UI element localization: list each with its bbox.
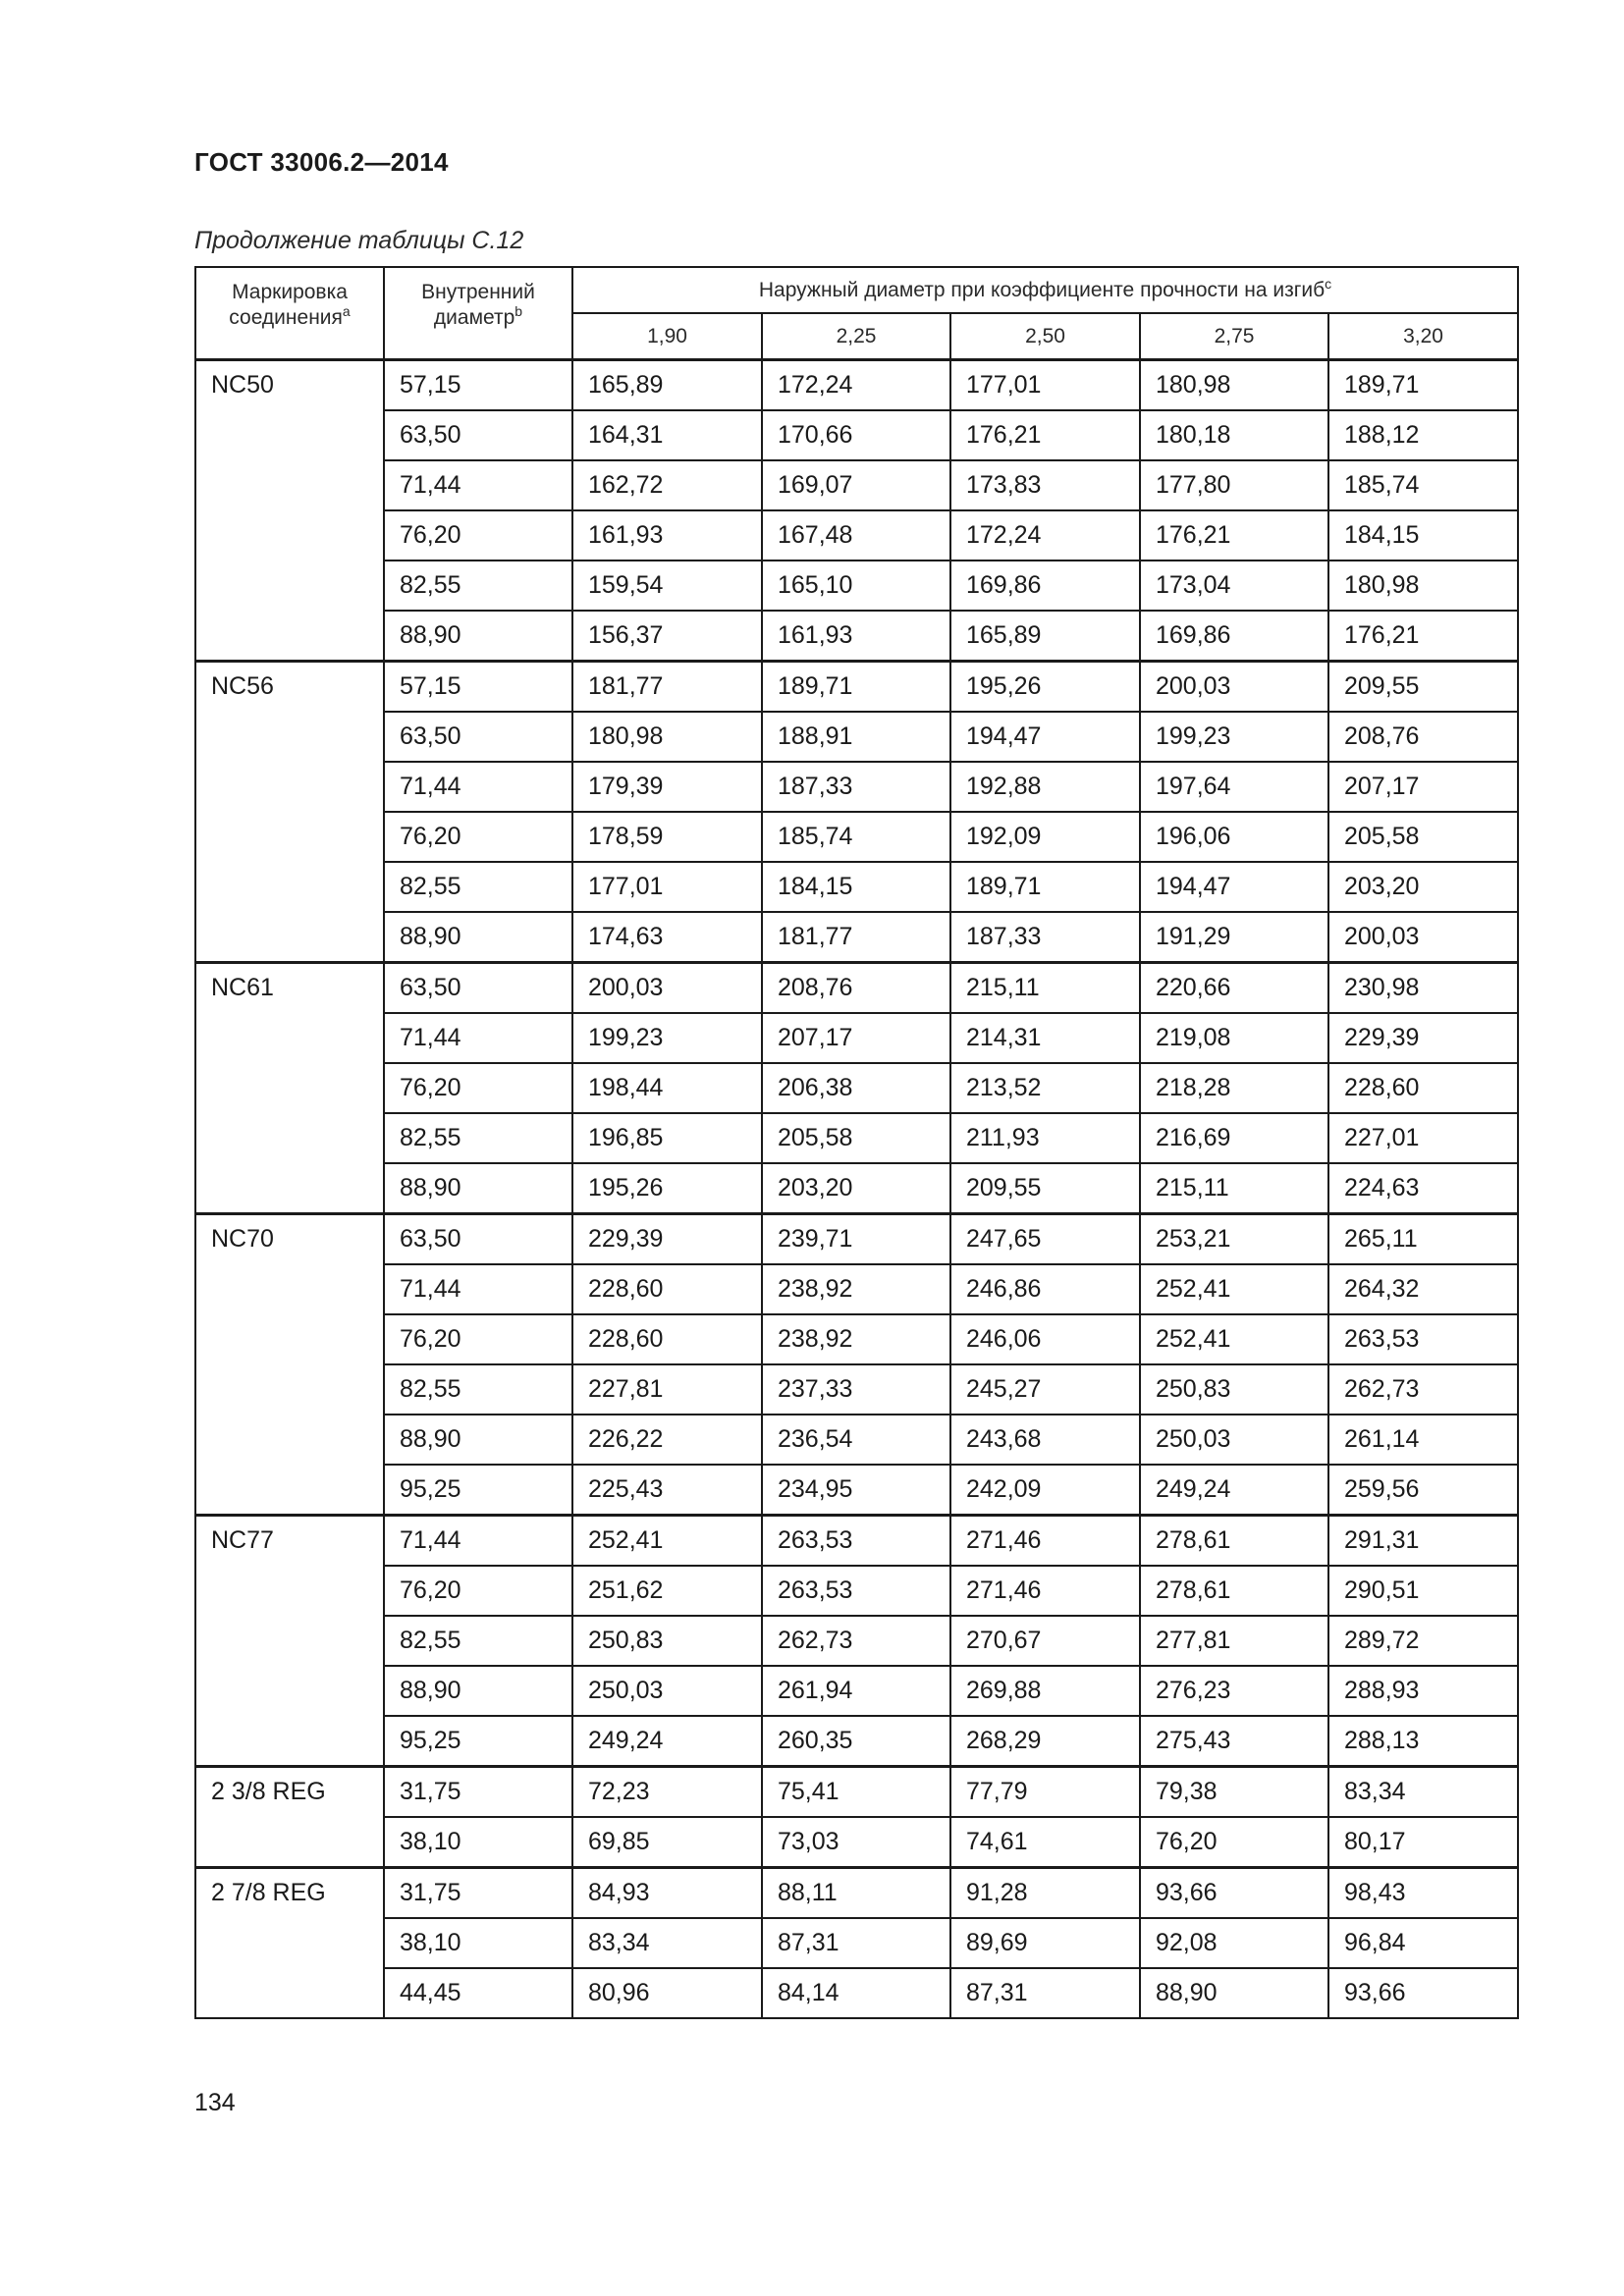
- outer-diameter-cell: 177,80: [1140, 460, 1328, 510]
- table-row: [195, 1415, 1518, 1465]
- outer-diameter-cell: 188,91: [762, 712, 950, 762]
- outer-diameter-cell: 165,10: [762, 561, 950, 611]
- connection-marking-cell: NC77: [195, 1516, 384, 1767]
- inner-diameter-cell: 63,50: [384, 410, 572, 460]
- outer-diameter-cell: 192,88: [950, 762, 1140, 812]
- outer-diameter-cell: 83,34: [572, 1918, 762, 1968]
- outer-diameter-cell: 261,94: [762, 1666, 950, 1716]
- table-row: [195, 1013, 1518, 1063]
- inner-diameter-cell: 82,55: [384, 1616, 572, 1666]
- outer-diameter-cell: 72,23: [572, 1767, 762, 1818]
- header-inner-diameter-label: Внутренний диаметр: [421, 281, 535, 329]
- outer-diameter-cell: 194,47: [950, 712, 1140, 762]
- outer-diameter-cell: 84,14: [762, 1968, 950, 2018]
- table-row: [195, 1516, 1518, 1567]
- outer-diameter-cell: 263,53: [1328, 1314, 1518, 1364]
- outer-diameter-cell: 219,08: [1140, 1013, 1328, 1063]
- outer-diameter-cell: 246,86: [950, 1264, 1140, 1314]
- connection-marking-cell: NC61: [195, 963, 384, 1214]
- table-row: [195, 561, 1518, 611]
- outer-diameter-cell: 200,03: [572, 963, 762, 1014]
- header-outer-diameter-label: Наружный диаметр при коэффициенте прочности на изгиб: [758, 278, 1326, 301]
- outer-diameter-cell: 161,93: [572, 510, 762, 561]
- outer-diameter-cell: 176,21: [1140, 510, 1328, 561]
- outer-diameter-cell: 169,07: [762, 460, 950, 510]
- outer-diameter-cell: 209,55: [1328, 662, 1518, 713]
- table-row: [195, 1113, 1518, 1163]
- table-row: [195, 912, 1518, 963]
- outer-diameter-cell: 177,01: [950, 360, 1140, 411]
- outer-diameter-cell: 252,41: [572, 1516, 762, 1567]
- outer-diameter-cell: 205,58: [1328, 812, 1518, 862]
- table-row: [195, 1817, 1518, 1868]
- table-row: [195, 963, 1518, 1014]
- outer-diameter-cell: 260,35: [762, 1716, 950, 1767]
- outer-diameter-cell: 249,24: [1140, 1465, 1328, 1516]
- outer-diameter-cell: 195,26: [572, 1163, 762, 1214]
- outer-diameter-cell: 189,71: [1328, 360, 1518, 411]
- outer-diameter-cell: 206,38: [762, 1063, 950, 1113]
- outer-diameter-cell: 218,28: [1140, 1063, 1328, 1113]
- inner-diameter-cell: 44,45: [384, 1968, 572, 2018]
- data-table: [194, 266, 1519, 2019]
- table-row: [195, 1314, 1518, 1364]
- outer-diameter-cell: 234,95: [762, 1465, 950, 1516]
- table-row: [195, 1868, 1518, 1919]
- outer-diameter-cell: 262,73: [762, 1616, 950, 1666]
- outer-diameter-cell: 291,31: [1328, 1516, 1518, 1567]
- outer-diameter-cell: 211,93: [950, 1113, 1140, 1163]
- table-row: [195, 611, 1518, 662]
- table-row: [195, 360, 1518, 411]
- outer-diameter-cell: 74,61: [950, 1817, 1140, 1868]
- footnote-b: b: [514, 303, 523, 319]
- table-row: [195, 1616, 1518, 1666]
- table-row: [195, 1264, 1518, 1314]
- outer-diameter-cell: 203,20: [762, 1163, 950, 1214]
- outer-diameter-cell: 169,86: [1140, 611, 1328, 662]
- outer-diameter-cell: 250,03: [1140, 1415, 1328, 1465]
- outer-diameter-cell: 289,72: [1328, 1616, 1518, 1666]
- header-coefficient: 2,75: [1140, 313, 1328, 360]
- outer-diameter-cell: 165,89: [950, 611, 1140, 662]
- outer-diameter-cell: 277,81: [1140, 1616, 1328, 1666]
- outer-diameter-cell: 200,03: [1328, 912, 1518, 963]
- outer-diameter-cell: 251,62: [572, 1566, 762, 1616]
- table-row: [195, 1918, 1518, 1968]
- outer-diameter-cell: 185,74: [762, 812, 950, 862]
- outer-diameter-cell: 187,33: [762, 762, 950, 812]
- outer-diameter-cell: 263,53: [762, 1566, 950, 1616]
- outer-diameter-cell: 159,54: [572, 561, 762, 611]
- outer-diameter-cell: 226,22: [572, 1415, 762, 1465]
- inner-diameter-cell: 57,15: [384, 662, 572, 713]
- table-row: [195, 1716, 1518, 1767]
- inner-diameter-cell: 38,10: [384, 1918, 572, 1968]
- outer-diameter-cell: 191,29: [1140, 912, 1328, 963]
- outer-diameter-cell: 268,29: [950, 1716, 1140, 1767]
- outer-diameter-cell: 79,38: [1140, 1767, 1328, 1818]
- outer-diameter-cell: 98,43: [1328, 1868, 1518, 1919]
- outer-diameter-cell: 288,13: [1328, 1716, 1518, 1767]
- outer-diameter-cell: 180,18: [1140, 410, 1328, 460]
- outer-diameter-cell: 263,53: [762, 1516, 950, 1567]
- outer-diameter-cell: 252,41: [1140, 1314, 1328, 1364]
- table-row: [195, 1968, 1518, 2018]
- outer-diameter-cell: 242,09: [950, 1465, 1140, 1516]
- outer-diameter-cell: 80,96: [572, 1968, 762, 2018]
- outer-diameter-cell: 250,83: [572, 1616, 762, 1666]
- header-coefficient: 3,20: [1328, 313, 1518, 360]
- outer-diameter-cell: 199,23: [1140, 712, 1328, 762]
- outer-diameter-cell: 181,77: [762, 912, 950, 963]
- outer-diameter-cell: 187,33: [950, 912, 1140, 963]
- inner-diameter-cell: 82,55: [384, 862, 572, 912]
- outer-diameter-cell: 83,34: [1328, 1767, 1518, 1818]
- header-coefficient: 2,25: [762, 313, 950, 360]
- inner-diameter-cell: 95,25: [384, 1716, 572, 1767]
- outer-diameter-cell: 214,31: [950, 1013, 1140, 1063]
- table-row: [195, 510, 1518, 561]
- outer-diameter-cell: 200,03: [1140, 662, 1328, 713]
- outer-diameter-cell: 250,83: [1140, 1364, 1328, 1415]
- outer-diameter-cell: 209,55: [950, 1163, 1140, 1214]
- inner-diameter-cell: 88,90: [384, 611, 572, 662]
- outer-diameter-cell: 184,15: [1328, 510, 1518, 561]
- table-row: [195, 1163, 1518, 1214]
- table-row: [195, 1063, 1518, 1113]
- inner-diameter-cell: 88,90: [384, 1666, 572, 1716]
- connection-marking-cell: 2 3/8 REG: [195, 1767, 384, 1868]
- inner-diameter-cell: 71,44: [384, 1013, 572, 1063]
- outer-diameter-cell: 205,58: [762, 1113, 950, 1163]
- outer-diameter-cell: 84,93: [572, 1868, 762, 1919]
- footnote-c: c: [1325, 275, 1332, 292]
- outer-diameter-cell: 227,01: [1328, 1113, 1518, 1163]
- inner-diameter-cell: 76,20: [384, 812, 572, 862]
- outer-diameter-cell: 75,41: [762, 1767, 950, 1818]
- outer-diameter-cell: 162,72: [572, 460, 762, 510]
- outer-diameter-cell: 88,11: [762, 1868, 950, 1919]
- outer-diameter-cell: 216,69: [1140, 1113, 1328, 1163]
- outer-diameter-cell: 87,31: [950, 1968, 1140, 2018]
- inner-diameter-cell: 63,50: [384, 963, 572, 1014]
- inner-diameter-cell: 71,44: [384, 1516, 572, 1567]
- outer-diameter-cell: 185,74: [1328, 460, 1518, 510]
- inner-diameter-cell: 82,55: [384, 1113, 572, 1163]
- outer-diameter-cell: 208,76: [762, 963, 950, 1014]
- outer-diameter-cell: 271,46: [950, 1566, 1140, 1616]
- outer-diameter-cell: 96,84: [1328, 1918, 1518, 1968]
- table-row: [195, 812, 1518, 862]
- outer-diameter-cell: 237,33: [762, 1364, 950, 1415]
- outer-diameter-cell: 228,60: [572, 1264, 762, 1314]
- connection-marking-cell: NC56: [195, 662, 384, 963]
- outer-diameter-cell: 278,61: [1140, 1566, 1328, 1616]
- inner-diameter-cell: 88,90: [384, 1415, 572, 1465]
- outer-diameter-cell: 228,60: [1328, 1063, 1518, 1113]
- inner-diameter-cell: 95,25: [384, 1465, 572, 1516]
- outer-diameter-cell: 199,23: [572, 1013, 762, 1063]
- header-inner-diameter: [384, 267, 572, 360]
- inner-diameter-cell: 57,15: [384, 360, 572, 411]
- outer-diameter-cell: 73,03: [762, 1817, 950, 1868]
- outer-diameter-cell: 179,39: [572, 762, 762, 812]
- outer-diameter-cell: 290,51: [1328, 1566, 1518, 1616]
- outer-diameter-cell: 213,52: [950, 1063, 1140, 1113]
- table-row: [195, 662, 1518, 713]
- outer-diameter-cell: 91,28: [950, 1868, 1140, 1919]
- outer-diameter-cell: 225,43: [572, 1465, 762, 1516]
- outer-diameter-cell: 178,59: [572, 812, 762, 862]
- outer-diameter-cell: 167,48: [762, 510, 950, 561]
- outer-diameter-cell: 239,71: [762, 1214, 950, 1265]
- outer-diameter-cell: 180,98: [572, 712, 762, 762]
- outer-diameter-cell: 230,98: [1328, 963, 1518, 1014]
- outer-diameter-cell: 93,66: [1328, 1968, 1518, 2018]
- inner-diameter-cell: 38,10: [384, 1817, 572, 1868]
- connection-marking-cell: NC50: [195, 360, 384, 662]
- table-row: [195, 1364, 1518, 1415]
- outer-diameter-cell: 170,66: [762, 410, 950, 460]
- header-coefficient: 1,90: [572, 313, 762, 360]
- outer-diameter-cell: 264,32: [1328, 1264, 1518, 1314]
- table-row: [195, 762, 1518, 812]
- outer-diameter-cell: 275,43: [1140, 1716, 1328, 1767]
- connection-marking-cell: NC70: [195, 1214, 384, 1516]
- table-row: [195, 712, 1518, 762]
- outer-diameter-cell: 188,12: [1328, 410, 1518, 460]
- outer-diameter-cell: 238,92: [762, 1264, 950, 1314]
- outer-diameter-cell: 184,15: [762, 862, 950, 912]
- outer-diameter-cell: 181,77: [572, 662, 762, 713]
- table-row: [195, 862, 1518, 912]
- outer-diameter-cell: 172,24: [762, 360, 950, 411]
- outer-diameter-cell: 207,17: [1328, 762, 1518, 812]
- outer-diameter-cell: 262,73: [1328, 1364, 1518, 1415]
- outer-diameter-cell: 243,68: [950, 1415, 1140, 1465]
- outer-diameter-cell: 270,67: [950, 1616, 1140, 1666]
- outer-diameter-cell: 161,93: [762, 611, 950, 662]
- outer-diameter-cell: 203,20: [1328, 862, 1518, 912]
- inner-diameter-cell: 71,44: [384, 460, 572, 510]
- page-number: 134: [194, 2089, 236, 2116]
- outer-diameter-cell: 269,88: [950, 1666, 1140, 1716]
- outer-diameter-cell: 93,66: [1140, 1868, 1328, 1919]
- outer-diameter-cell: 88,90: [1140, 1968, 1328, 2018]
- outer-diameter-cell: 174,63: [572, 912, 762, 963]
- outer-diameter-cell: 173,83: [950, 460, 1140, 510]
- outer-diameter-cell: 246,06: [950, 1314, 1140, 1364]
- outer-diameter-cell: 165,89: [572, 360, 762, 411]
- outer-diameter-cell: 194,47: [1140, 862, 1328, 912]
- table-body: [195, 360, 1518, 2019]
- outer-diameter-cell: 89,69: [950, 1918, 1140, 1968]
- outer-diameter-cell: 261,14: [1328, 1415, 1518, 1465]
- outer-diameter-cell: 265,11: [1328, 1214, 1518, 1265]
- document-header: ГОСТ 33006.2—2014: [194, 147, 449, 177]
- inner-diameter-cell: 76,20: [384, 1314, 572, 1364]
- outer-diameter-cell: 173,04: [1140, 561, 1328, 611]
- outer-diameter-cell: 259,56: [1328, 1465, 1518, 1516]
- outer-diameter-cell: 278,61: [1140, 1516, 1328, 1567]
- inner-diameter-cell: 71,44: [384, 1264, 572, 1314]
- connection-marking-cell: 2 7/8 REG: [195, 1868, 384, 2019]
- outer-diameter-cell: 271,46: [950, 1516, 1140, 1567]
- footnote-a: a: [342, 303, 351, 319]
- outer-diameter-cell: 77,79: [950, 1767, 1140, 1818]
- outer-diameter-cell: 87,31: [762, 1918, 950, 1968]
- outer-diameter-cell: 247,65: [950, 1214, 1140, 1265]
- inner-diameter-cell: 88,90: [384, 1163, 572, 1214]
- outer-diameter-cell: 177,01: [572, 862, 762, 912]
- table-row: [195, 1666, 1518, 1716]
- outer-diameter-cell: 236,54: [762, 1415, 950, 1465]
- outer-diameter-cell: 215,11: [1140, 1163, 1328, 1214]
- inner-diameter-cell: 63,50: [384, 1214, 572, 1265]
- inner-diameter-cell: 63,50: [384, 712, 572, 762]
- outer-diameter-cell: 229,39: [1328, 1013, 1518, 1063]
- inner-diameter-cell: 82,55: [384, 1364, 572, 1415]
- outer-diameter-cell: 196,85: [572, 1113, 762, 1163]
- header-marking-label: Маркировка соединения: [229, 281, 348, 329]
- table-caption: Продолжение таблицы С.12: [194, 227, 524, 254]
- table-row: [195, 1214, 1518, 1265]
- outer-diameter-cell: 195,26: [950, 662, 1140, 713]
- outer-diameter-cell: 250,03: [572, 1666, 762, 1716]
- outer-diameter-cell: 198,44: [572, 1063, 762, 1113]
- outer-diameter-cell: 80,17: [1328, 1817, 1518, 1868]
- outer-diameter-cell: 215,11: [950, 963, 1140, 1014]
- inner-diameter-cell: 76,20: [384, 1566, 572, 1616]
- header-marking: [195, 267, 384, 360]
- outer-diameter-cell: 164,31: [572, 410, 762, 460]
- outer-diameter-cell: 197,64: [1140, 762, 1328, 812]
- outer-diameter-cell: 176,21: [1328, 611, 1518, 662]
- outer-diameter-cell: 238,92: [762, 1314, 950, 1364]
- outer-diameter-cell: 227,81: [572, 1364, 762, 1415]
- outer-diameter-cell: 276,23: [1140, 1666, 1328, 1716]
- outer-diameter-cell: 69,85: [572, 1817, 762, 1868]
- outer-diameter-cell: 288,93: [1328, 1666, 1518, 1716]
- table-row: [195, 1465, 1518, 1516]
- outer-diameter-cell: 156,37: [572, 611, 762, 662]
- outer-diameter-cell: 228,60: [572, 1314, 762, 1364]
- outer-diameter-cell: 189,71: [762, 662, 950, 713]
- outer-diameter-cell: 253,21: [1140, 1214, 1328, 1265]
- inner-diameter-cell: 88,90: [384, 912, 572, 963]
- inner-diameter-cell: 31,75: [384, 1767, 572, 1818]
- outer-diameter-cell: 252,41: [1140, 1264, 1328, 1314]
- outer-diameter-cell: 245,27: [950, 1364, 1140, 1415]
- outer-diameter-cell: 172,24: [950, 510, 1140, 561]
- outer-diameter-cell: 196,06: [1140, 812, 1328, 862]
- outer-diameter-cell: 192,09: [950, 812, 1140, 862]
- inner-diameter-cell: 76,20: [384, 510, 572, 561]
- outer-diameter-cell: 176,21: [950, 410, 1140, 460]
- table-row: [195, 1566, 1518, 1616]
- header-outer-diameter: [572, 267, 1518, 313]
- inner-diameter-cell: 76,20: [384, 1063, 572, 1113]
- outer-diameter-cell: 189,71: [950, 862, 1140, 912]
- inner-diameter-cell: 71,44: [384, 762, 572, 812]
- outer-diameter-cell: 229,39: [572, 1214, 762, 1265]
- outer-diameter-cell: 180,98: [1140, 360, 1328, 411]
- outer-diameter-cell: 76,20: [1140, 1817, 1328, 1868]
- outer-diameter-cell: 220,66: [1140, 963, 1328, 1014]
- outer-diameter-cell: 180,98: [1328, 561, 1518, 611]
- outer-diameter-cell: 208,76: [1328, 712, 1518, 762]
- outer-diameter-cell: 207,17: [762, 1013, 950, 1063]
- table-row: [195, 460, 1518, 510]
- outer-diameter-cell: 169,86: [950, 561, 1140, 611]
- outer-diameter-cell: 249,24: [572, 1716, 762, 1767]
- outer-diameter-cell: 92,08: [1140, 1918, 1328, 1968]
- table-row: [195, 410, 1518, 460]
- inner-diameter-cell: 82,55: [384, 561, 572, 611]
- inner-diameter-cell: 31,75: [384, 1868, 572, 1919]
- outer-diameter-cell: 224,63: [1328, 1163, 1518, 1214]
- header-coefficient: 2,50: [950, 313, 1140, 360]
- table-row: [195, 1767, 1518, 1818]
